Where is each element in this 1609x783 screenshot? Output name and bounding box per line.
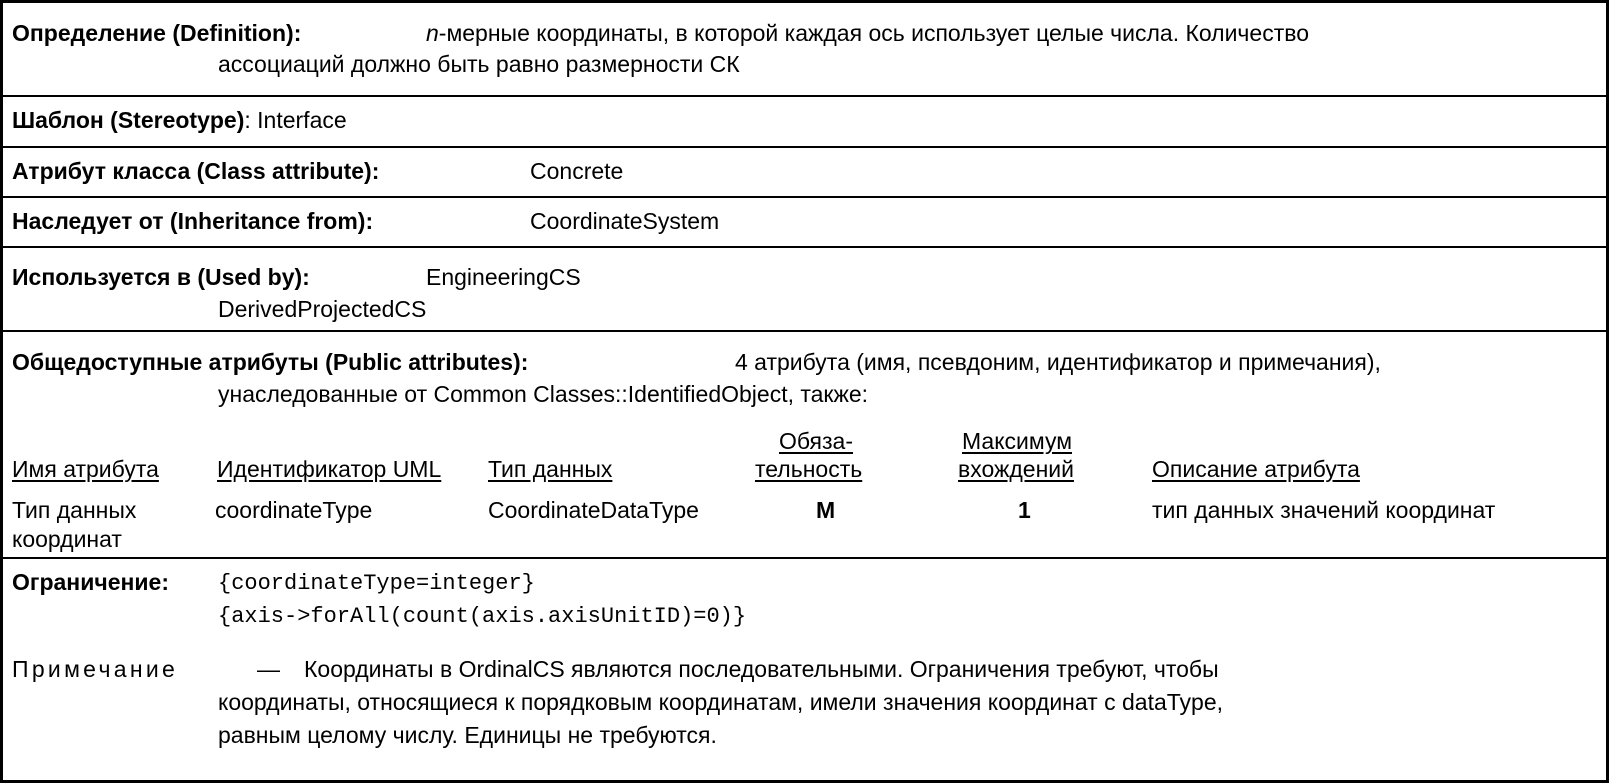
column-header-type: Тип данных bbox=[488, 456, 613, 482]
cell-name: Тип данных bbox=[12, 497, 137, 523]
cell-uml: coordinateType bbox=[215, 497, 373, 523]
column-header-description: Описание атрибута bbox=[1152, 456, 1360, 482]
note-text-line3: равным целому числу. Единицы не требуются. bbox=[218, 722, 717, 748]
definition-label: Определение (Definition): bbox=[12, 20, 302, 46]
inheritance-row bbox=[3, 198, 1606, 248]
inheritance-label: Наследует от (Inheritance from): bbox=[12, 208, 374, 234]
constraint-note-row bbox=[3, 559, 1606, 780]
cell-type: CoordinateDataType bbox=[488, 497, 699, 523]
column-header-obligation: Обяза- bbox=[779, 428, 854, 454]
column-header-max: Максимум bbox=[962, 428, 1073, 454]
note-label: Примечание bbox=[12, 656, 179, 682]
stereotype-row bbox=[3, 97, 1606, 148]
public-attributes-text: 4 атрибута (имя, псевдоним, идентификатор и примечания), bbox=[735, 349, 1381, 375]
cell-obligation: М bbox=[816, 497, 836, 523]
class-attribute-label: Атрибут класса (Class attribute): bbox=[12, 158, 380, 184]
note-dash: — bbox=[257, 656, 280, 682]
public-attributes-row bbox=[3, 332, 1606, 559]
used-by-label: Используется в (Used by): bbox=[12, 264, 310, 290]
class-attribute-row bbox=[3, 148, 1606, 198]
inheritance-value: CoordinateSystem bbox=[530, 208, 720, 234]
column-header-name: Имя атрибута bbox=[12, 456, 159, 482]
cell-description: тип данных значений координат bbox=[1152, 497, 1496, 523]
column-header-obligation: тельность bbox=[755, 456, 863, 482]
note-text: Координаты в OrdinalCS являются последовательными. Ограничения требуют, чтобы bbox=[304, 656, 1219, 682]
class-attribute-value: Concrete bbox=[530, 158, 624, 184]
stereotype-field: Шаблон (Stereotype): Interface bbox=[12, 107, 347, 133]
definition-text-line2: ассоциаций должно быть равно размерности СК bbox=[218, 51, 740, 77]
constraint-line: {coordinateType=integer} bbox=[218, 571, 535, 596]
cell-name: координат bbox=[12, 526, 122, 552]
constraint-line: {axis->forAll(count(axis.axisUnitID)=0)} bbox=[218, 604, 747, 629]
column-header-uml: Идентификатор UML bbox=[217, 456, 442, 482]
public-attributes-label: Общедоступные атрибуты (Public attributes): bbox=[12, 349, 529, 375]
public-attributes-text-line2: унаследованные от Common Classes::IdentifiedObject, также: bbox=[218, 381, 869, 407]
column-header-max: вхождений bbox=[958, 456, 1074, 482]
cell-max: 1 bbox=[1018, 497, 1031, 523]
constraint-label: Ограничение: bbox=[12, 569, 169, 595]
used-by-value: EngineeringCS bbox=[426, 264, 581, 290]
used-by-value: DerivedProjectedCS bbox=[218, 296, 427, 322]
note-text-line2: координаты, относящиеся к порядковым координатам, имели значения координат с dataType, bbox=[218, 689, 1224, 715]
definition-row bbox=[3, 3, 1606, 97]
used-by-row bbox=[3, 248, 1606, 332]
definition-text: n-мерные координаты, в которой каждая ось использует целые числа. Количество bbox=[426, 20, 1309, 46]
